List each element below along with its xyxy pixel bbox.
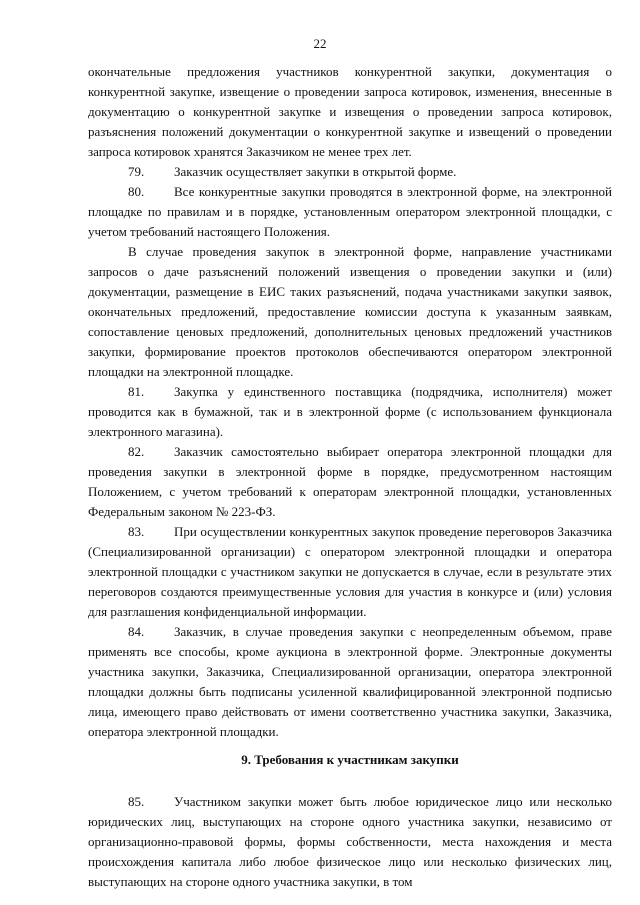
section-heading: 9. Требования к участникам закупки (241, 752, 459, 767)
clause-number: 79. (128, 164, 145, 179)
clause-number: 83. (128, 524, 145, 539)
clause-number: 85. (128, 794, 145, 809)
paragraph-80-electronic: В случае проведения закупок в электронной форме, направление участниками запросов о даче разъяснений положений извещения о проведении закупки и (или) документации, размещение в ЕИС таких разъяснений, подача участниками закупки заявок, окончательных предложений, предоставление комиссии доступа к указанным заявкам, сопоставление ценовых предложений, дополнительных ценовых предложений участников закупки, формирование проектов протоколов обеспечиваются оператором электронной площадки на электронной площадке. (88, 244, 612, 379)
paragraph-84: 84. Заказчик, в случае проведения закупки с неопределенным объемом, праве применять все способы, кроме аукциона в электронной форме. Электронные документы участника закупки, Заказчика, Специализированной организации, оператора электронной площадки должны быть подписаны усиленной квалифицированной электронной подписью лица, имеющего право действовать от имени соответственно участника закупки, Заказчика, оператора электронной площадки. (88, 624, 612, 739)
paragraph-79: 79. Заказчик осуществляет закупки в открытой форме. (88, 162, 612, 182)
paragraph-82: 82. Заказчик самостоятельно выбирает оператора электронной площадки для проведения закупки в электронной форме в порядке, предусмотренном настоящим Положением, с учетом требований к операторам электронной площадки, установленных Федеральным законом № 223-ФЗ. (88, 444, 612, 519)
paragraph-continuation: окончательные предложения участников конкурентной закупки, документация о конкурентной закупке, извещение о проведении запроса котировок, изменения, внесенные в документацию о конкурентной закупке и извещения о проведении запроса котировок, разъяснения положений документации о конкурентной закупке и извещений о проведении запроса котировок хранятся Заказчиком не менее трех лет. (88, 64, 612, 159)
page-number: 22 (313, 36, 327, 51)
paragraph-83: 83. При осуществлении конкурентных закупок проведение переговоров Заказчика (Специализированной организации) с оператором электронной площадки и оператора электронной площадки с участником закупки не допускается в случае, если в результате этих переговоров создаются преимущественные условия для участия в конкурсе и (или) условия для разглашения конфиденциальной информации. (88, 524, 612, 619)
paragraph-81: 81. Закупка у единственного поставщика (подрядчика, исполнителя) может проводится как в бумажной, так и в электронной форме (с использованием функционала электронного магазина). (88, 384, 612, 439)
clause-number: 81. (128, 384, 145, 399)
paragraph-85: 85. Участником закупки может быть любое юридическое лицо или несколько юридических лиц, выступающих на стороне одного участника закупки, независимо от организационно-правовой формы, формы собственности, места нахождения и места происхождения капитала либо любое физическое лицо или несколько физических лиц, выступающих на стороне одного участника закупки, в том (88, 794, 612, 889)
clause-number: 82. (128, 444, 145, 459)
document-body (88, 62, 612, 892)
clause-number: 80. (128, 184, 145, 199)
clause-number: 84. (128, 624, 145, 639)
paragraph-80: 80. Все конкурентные закупки проводятся в электронной форме, на электронной площадке по правилам и в порядке, установленным оператором электронной площадки, с учетом требований настоящего Положения. (88, 184, 612, 239)
